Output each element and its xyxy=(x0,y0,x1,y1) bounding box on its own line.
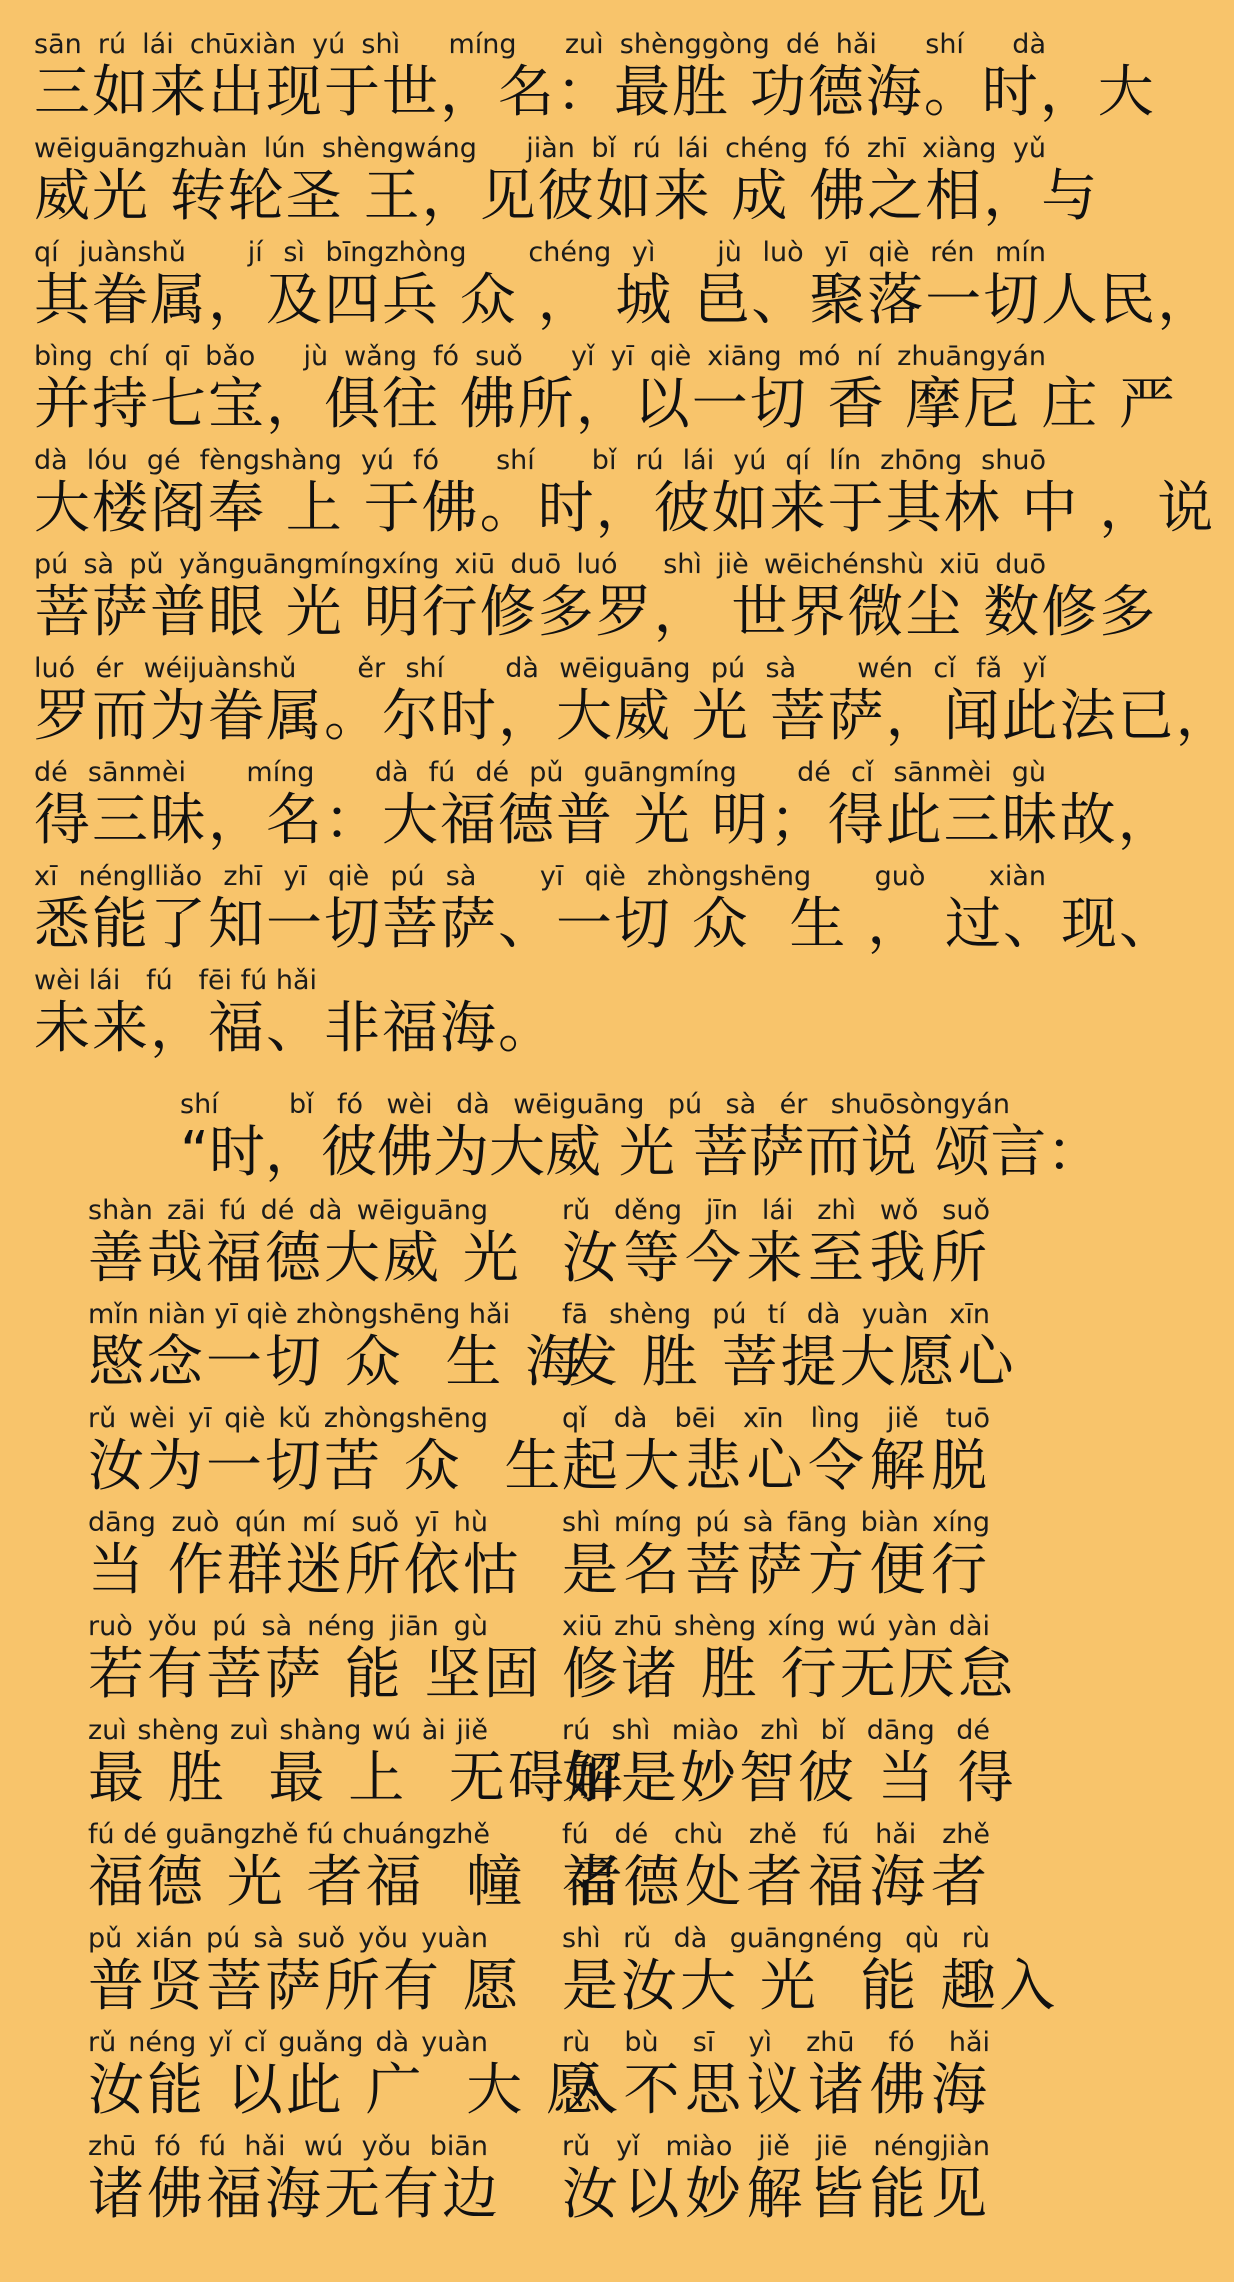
pinyin-text: rǔ néng yǐ cǐ guǎng dà yuàn xyxy=(88,2027,488,2058)
hanzi-text: 三如来出现于世，名：最胜 功德海。时，大 xyxy=(34,60,1156,125)
verse-couplet xyxy=(0,1400,1080,1504)
pinyin-text: pú sà pǔ yǎnguāngmíngxíng xiū duō luó shì jiè wēichénshù xiū duō xyxy=(34,549,1046,580)
prose-line xyxy=(0,338,1178,442)
pinyin-text: bìng chí qī bǎo jù wǎng fó suǒ yǐ yī qiè xiāng mó ní zhuāngyán xyxy=(34,341,1046,372)
hanzi-text: “时，彼佛为大威 光 菩萨而说 颂言： xyxy=(180,1120,1103,1185)
pinyin-text: shí bǐ fó wèi dà wēiguāng pú sà ér shuōsòngyán xyxy=(180,1089,1010,1120)
prose-line xyxy=(0,26,1156,130)
hanzi-text: 最 胜 最 上 无碍解 xyxy=(88,1746,626,1811)
pinyin-text: rù bù sī yì zhū fó hǎi xyxy=(562,2027,990,2058)
pinyin-text: fú dé chù zhě fú hǎi zhě xyxy=(562,1819,990,1850)
pinyin-text: rǔ děng jīn lái zhì wǒ suǒ xyxy=(562,1195,990,1226)
hanzi-text: 其眷属，及四兵 众 ， 城 邑、聚落一切人民， xyxy=(34,268,1216,333)
pinyin-text: zhū fó fú hǎi wú yǒu biān xyxy=(88,2131,488,2162)
prose-line xyxy=(0,546,1158,650)
hanzi-text: 善哉福德大威 光 xyxy=(88,1226,522,1291)
hanzi-text: 汝为一切苦 众 生 xyxy=(88,1434,564,1499)
pinyin-text: shì rǔ dà guāngnéng qù rù xyxy=(562,1923,990,1954)
verse-couplet xyxy=(0,1920,1080,2024)
hanzi-text: 福德 光 者福 幢 者 xyxy=(88,1850,626,1915)
hanzi-text: 福德处者福海者 xyxy=(562,1850,990,1915)
verse-couplet xyxy=(0,1608,1080,1712)
pinyin-text: fā shèng pú tí dà yuàn xīn xyxy=(562,1299,990,1330)
hanzi-text: 得三昧，名：大福德普 光 明；得此三昧故， xyxy=(34,788,1176,853)
hanzi-text: 汝等今来至我所 xyxy=(562,1226,990,1291)
verse-couplet xyxy=(0,1816,1080,1920)
hanzi-text: 汝以妙解皆能见 xyxy=(562,2162,990,2227)
prose-line xyxy=(0,130,1100,234)
hanzi-text: 汝能 以此 广 大 愿 xyxy=(88,2058,606,2123)
prose-line xyxy=(0,858,1178,962)
pinyin-text: wēiguāngzhuàn lún shèngwáng jiàn bǐ rú lái chéng fó zhī xiàng yǔ xyxy=(34,133,1046,164)
prose-line xyxy=(0,650,1234,754)
hanzi-text: 起大悲心令解脱 xyxy=(562,1434,990,1499)
pinyin-text: dé sānmèi míng dà fú dé pǔ guāngmíng dé cǐ sānmèi gù xyxy=(34,757,1046,788)
hanzi-text: 普贤菩萨所有 愿 xyxy=(88,1954,522,2019)
pinyin-text: xī nénglliǎo zhī yī qiè pú sà yī qiè zhòngshēng guò xiàn xyxy=(34,861,1046,892)
verse-couplet xyxy=(0,1712,1080,1816)
pinyin-text: sān rú lái chūxiàn yú shì míng zuì shènggòng dé hǎi shí dà xyxy=(34,29,1046,60)
verse-couplet xyxy=(0,1504,1080,1608)
hanzi-text: 诸佛福海无有边 xyxy=(88,2162,501,2227)
pinyin-text: mǐn niàn yī qiè zhòngshēng hǎi xyxy=(88,1299,511,1330)
hanzi-text: 发 胜 菩提大愿心 xyxy=(562,1330,1017,1395)
pinyin-text: rǔ wèi yī qiè kǔ zhòngshēng xyxy=(88,1403,488,1434)
pinyin-text: shàn zāi fú dé dà wēiguāng xyxy=(88,1195,488,1226)
hanzi-text: 如是妙智彼 当 得 xyxy=(562,1746,1017,1811)
hanzi-text: 罗而为眷属。尔时，大威 光 菩萨，闻此法已， xyxy=(34,684,1234,749)
pinyin-text: dāng zuò qún mí suǒ yī hù xyxy=(88,1507,488,1538)
hanzi-text: 悉能了知一切菩萨、一切 众 生 ， 过、现、 xyxy=(34,892,1178,957)
hanzi-text: 是名菩萨方便行 xyxy=(562,1538,990,1603)
pinyin-text: rǔ yǐ miào jiě jiē néngjiàn xyxy=(562,2131,990,2162)
prose-line xyxy=(0,962,1080,1066)
hanzi-text: 是汝大 光 能 趣入 xyxy=(562,1954,1059,2019)
pinyin-text: xiū zhū shèng xíng wú yàn dài xyxy=(562,1611,990,1642)
verse-couplet xyxy=(0,1192,1080,1296)
hanzi-text: 大楼阁奉 上 于佛。时，彼如来于其林 中 ，说 xyxy=(34,476,1216,541)
hanzi-text: 若有菩萨 能 坚固 xyxy=(88,1642,543,1707)
prose-line xyxy=(0,234,1216,338)
pinyin-text: luó ér wéijuànshǔ ěr shí dà wēiguāng pú sà wén cǐ fǎ yǐ xyxy=(34,653,1046,684)
verse-couplet xyxy=(0,2128,1080,2232)
hanzi-text: 未来，福、非福海。 xyxy=(34,996,556,1061)
hanzi-text: 威光 转轮圣 王，见彼如来 成 佛之相，与 xyxy=(34,164,1100,229)
pinyin-text: rú shì miào zhì bǐ dāng dé xyxy=(562,1715,990,1746)
pinyin-text: dà lóu gé fèngshàng yú fó shí bǐ rú lái yú qí lín zhōng shuō xyxy=(34,445,1046,476)
pinyin-text: qí juànshǔ jí sì bīngzhòng chéng yì jù luò yī qiè rén mín xyxy=(34,237,1046,268)
hanzi-text: 并持七宝，俱往 佛所，以一切 香 摩尼 庄 严 xyxy=(34,372,1178,437)
verse-intro-line xyxy=(0,1086,1103,1190)
verse-couplet xyxy=(0,2024,1080,2128)
hanzi-text: 入不思议诸佛海 xyxy=(562,2058,990,2123)
pinyin-text: fú dé guāngzhě fú chuángzhě xyxy=(88,1819,491,1850)
pinyin-text: wèi lái fú fēi fú hǎi xyxy=(34,965,317,996)
prose-line xyxy=(0,754,1176,858)
pinyin-text: pǔ xián pú sà suǒ yǒu yuàn xyxy=(88,1923,488,1954)
hanzi-text: 当 作群迷所依怙 xyxy=(88,1538,522,1603)
verse-couplet xyxy=(0,1296,1080,1400)
pinyin-text: ruò yǒu pú sà néng jiān gù xyxy=(88,1611,488,1642)
hanzi-text: 修诸 胜 行无厌怠 xyxy=(562,1642,1017,1707)
pinyin-text: zuì shèng zuì shàng wú ài jiě xyxy=(88,1715,488,1746)
prose-line xyxy=(0,442,1216,546)
hanzi-text: 愍念一切 众 生 海 xyxy=(88,1330,585,1395)
pinyin-text: qǐ dà bēi xīn lìng jiě tuō xyxy=(562,1403,990,1434)
pinyin-text: shì míng pú sà fāng biàn xíng xyxy=(562,1507,990,1538)
hanzi-text: 菩萨普眼 光 明行修多罗， 世界微尘 数修多 xyxy=(34,580,1158,645)
